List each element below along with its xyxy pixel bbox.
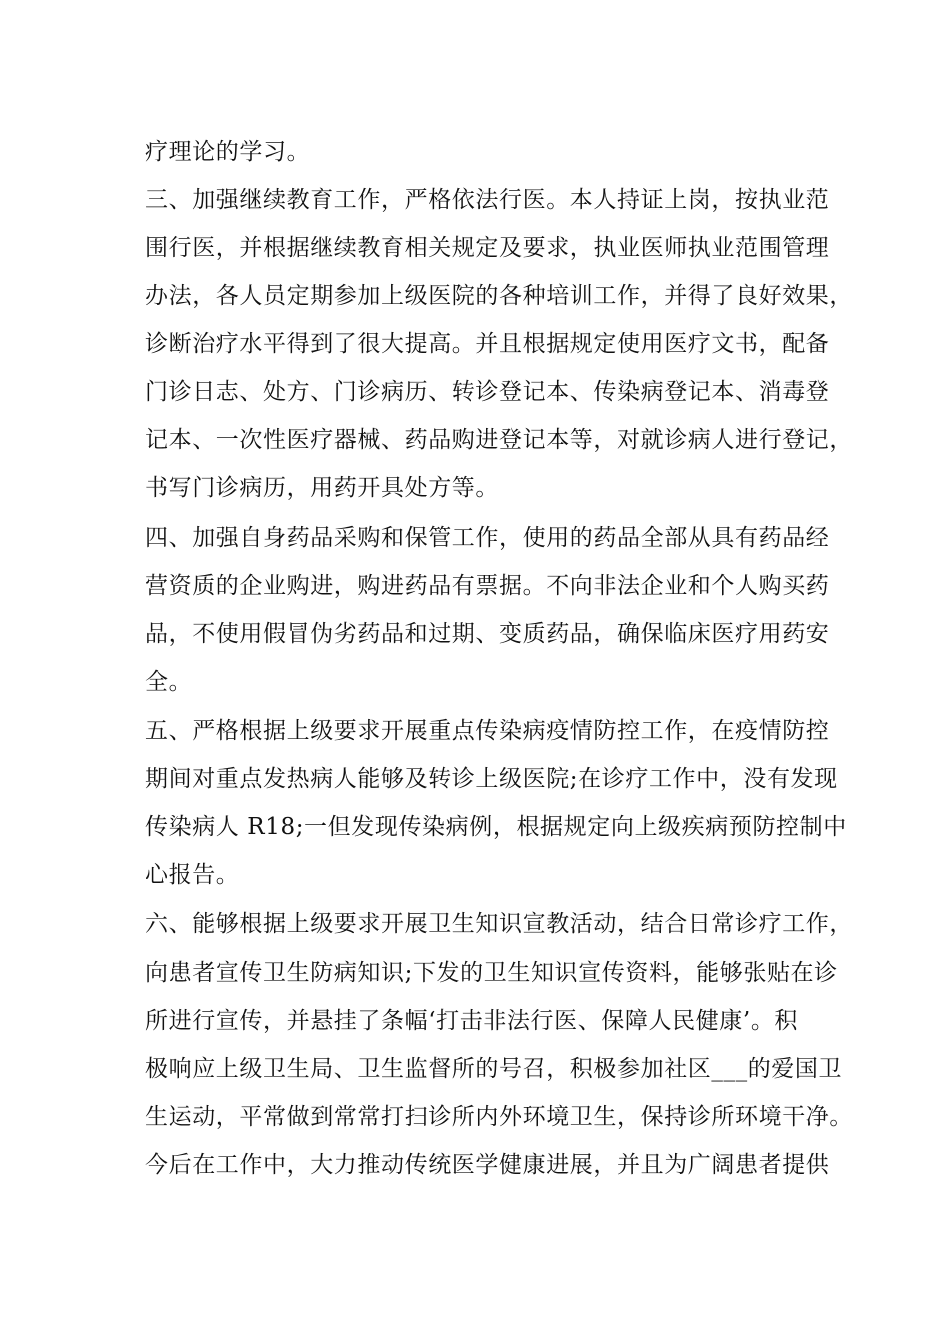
text-line: 品，不使用假冒伪劣药品和过期、变质药品，确保临床医疗用药安 bbox=[145, 621, 830, 647]
text-line: 围行医，并根据继续教育相关规定及要求，执业医师执业范围管理 bbox=[145, 235, 830, 261]
text-line: 三、加强继续教育工作，严格依法行医。本人持证上岗，按执业范 bbox=[145, 187, 830, 213]
text-line: 极响应上级卫生局、卫生监督所的号召，积极参加社区___的爱国卫 bbox=[145, 1056, 843, 1082]
text-line: 记本、一次性医疗器械、药品购进登记本等，对就诊病人进行登记， bbox=[145, 427, 853, 453]
text-line: 传染病人 R18;一但发现传染病例，根据规定向上级疾病预防控制中 bbox=[145, 814, 847, 840]
text-line: 四、加强自身药品采购和保管工作，使用的药品全部从具有药品经 bbox=[145, 525, 830, 551]
text-line: 期间对重点发热病人能够及转诊上级医院;在诊疗工作中，没有发现 bbox=[145, 766, 838, 792]
text-line: 全。 bbox=[145, 669, 193, 695]
text-line: 心报告。 bbox=[145, 862, 240, 888]
text-line: 书写门诊病历，用药开具处方等。 bbox=[145, 475, 499, 501]
text-line: 所进行宣传，并悬挂了条幅‘打击非法行医、保障人民健康’。积 bbox=[145, 1008, 799, 1034]
text-line: 营资质的企业购进，购进药品有票据。不向非法企业和个人购买药 bbox=[145, 573, 830, 599]
text-line: 六、能够根据上级要求开展卫生知识宣教活动，结合日常诊疗工作， bbox=[145, 911, 853, 937]
text-line: 生运动，平常做到常常打扫诊所内外环境卫生，保持诊所环境干净。 bbox=[145, 1104, 853, 1130]
text-line: 向患者宣传卫生防病知识;下发的卫生知识宣传资料，能够张贴在诊 bbox=[145, 960, 838, 986]
text-line: 门诊日志、处方、门诊病历、转诊登记本、传染病登记本、消毒登 bbox=[145, 379, 830, 405]
text-line: 五、严格根据上级要求开展重点传染病疫情防控工作，在疫情防控 bbox=[145, 718, 830, 744]
text-line: 办法，各人员定期参加上级医院的各种培训工作，并得了良好效果， bbox=[145, 283, 853, 309]
text-line: 诊断治疗水平得到了很大提高。并且根据规定使用医疗文书，配备 bbox=[145, 331, 830, 357]
text-line: 今后在工作中，大力推动传统医学健康进展，并且为广阔患者提供 bbox=[145, 1152, 830, 1178]
text-line: 疗理论的学习。 bbox=[145, 139, 311, 165]
